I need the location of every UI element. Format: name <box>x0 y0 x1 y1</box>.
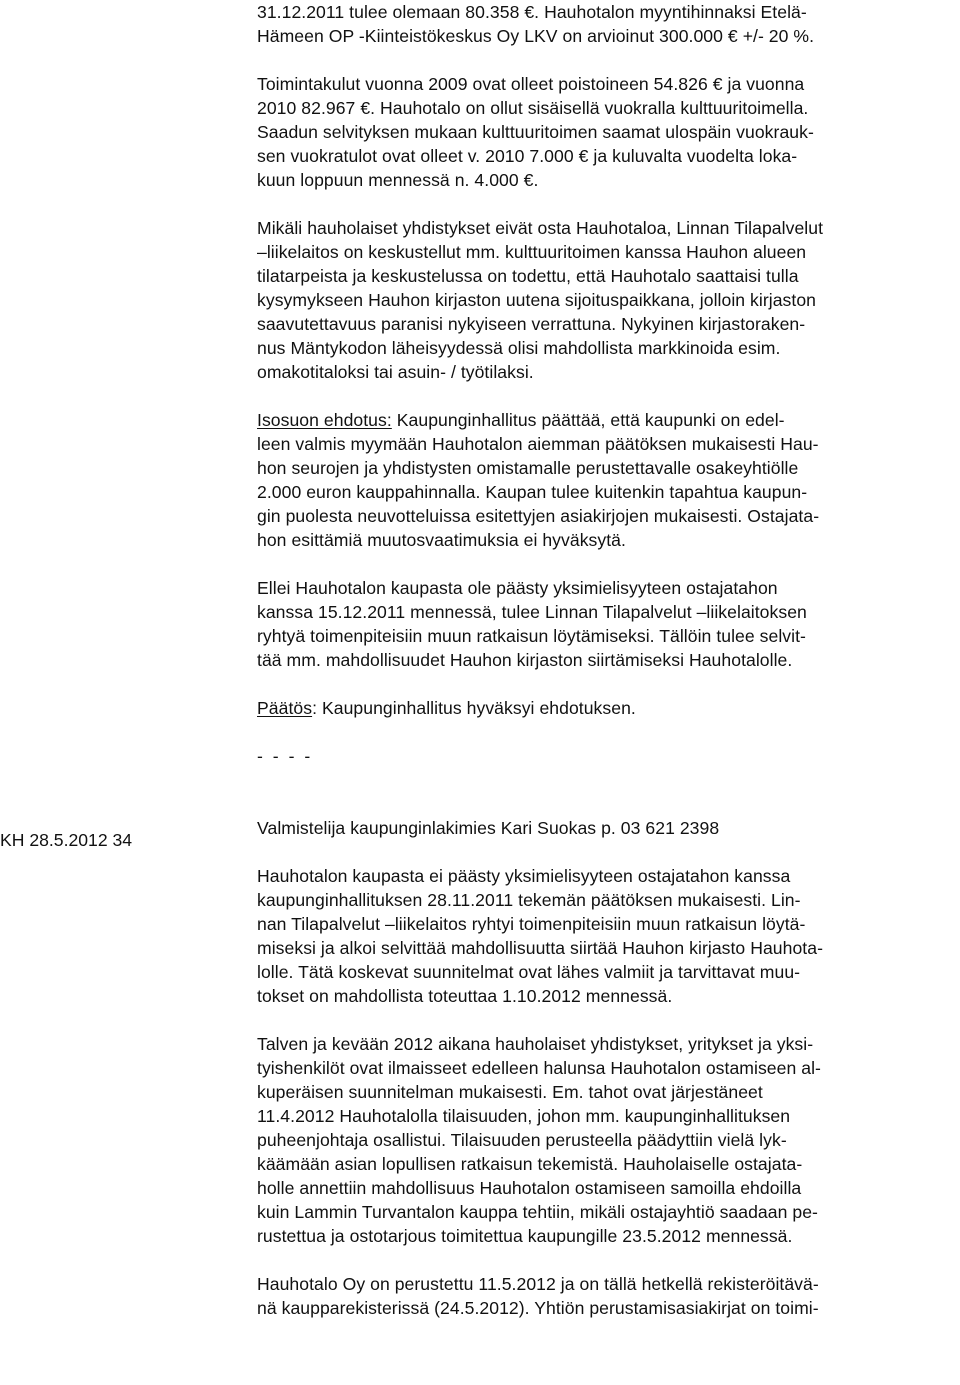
text-line: –liikelaitos on keskustellut mm. kulttuuritoimen kanssa Hauhon alueen <box>257 242 807 262</box>
text-line: saavutettavuus paranisi nykyiseen verrattuna. Nykyinen kirjastoraken- <box>257 314 806 334</box>
text-line: Toimintakulut vuonna 2009 ovat olleet poistoineen 54.826 € ja vuonna <box>257 74 805 94</box>
paragraph-decision <box>257 696 957 720</box>
text-line: tilatarpeista ja keskustelussa on todettu, että Hauhotalo saattaisi tulla <box>257 266 799 286</box>
text-line: kuun loppuun mennessä n. 4.000 €. <box>257 170 539 190</box>
text-line: kanssa 15.12.2011 mennessä, tulee Linnan Tilapalvelut –liikelaitoksen <box>257 602 807 622</box>
text-line: Talven ja kevään 2012 aikana hauholaiset yhdistykset, yritykset ja yksi- <box>257 1034 814 1054</box>
text-line: leen valmis myymään Hauhotalon aiemman päätöksen mukaisesti Hau- <box>257 434 819 454</box>
paragraph-deadline <box>257 576 957 672</box>
document-body <box>257 0 957 1320</box>
text-line: hon esittämiä muutosvaatimuksia ei hyväksytä. <box>257 530 626 550</box>
text-line: 31.12.2011 tulee olemaan 80.358 €. Hauhotalon myyntihinnaksi Etelä- <box>257 2 807 22</box>
decision-text: : Kaupunginhallitus hyväksyi ehdotuksen. <box>312 698 636 718</box>
proposal-label: Isosuon ehdotus: <box>257 410 392 430</box>
text-line: 2010 82.967 €. Hauhotalo on ollut sisäisellä vuokralla kulttuuritoimella. <box>257 98 809 118</box>
paragraph-gap <box>257 672 957 696</box>
text-line: tokset on mahdollista toteuttaa 1.10.2012 mennessä. <box>257 986 673 1006</box>
text-line: sen vuokratulot ovat olleet v. 2010 7.000 € ja kuluvalta vuodelta loka- <box>257 146 798 166</box>
text-line: Hämeen OP -Kiinteistökeskus Oy LKV on arvioinut 300.000 € +/- 20 %. <box>257 26 815 46</box>
paragraph-gap <box>257 720 957 744</box>
text-line: 11.4.2012 Hauhotalolla tilaisuuden, johon mm. kaupunginhallituksen <box>257 1106 791 1126</box>
text-line: gin puolesta neuvotteluissa esitettyjen asiakirjojen mukaisesti. Ostajata- <box>257 506 820 526</box>
text-line: nus Mäntykodon läheisyydessä olisi mahdollista markkinoida esim. <box>257 338 781 358</box>
text-line <box>257 408 957 432</box>
proposal-first-line: Kaupunginhallitus päättää, että kaupunki on edel- <box>391 410 785 430</box>
preparer-line: Valmistelija kaupunginlakimies Kari Suokas p. 03 621 2398 <box>257 818 720 838</box>
paragraph-proposal <box>257 408 957 552</box>
text-line: rustettua ja ostotarjous toimitettua kaupungille 23.5.2012 mennessä. <box>257 1226 793 1246</box>
text-line: miseksi ja alkoi selvittää mahdollisuutta siirtää Hauhon kirjasto Hauhota- <box>257 938 823 958</box>
text-line: Hauhotalo Oy on perustettu 11.5.2012 ja on tällä hetkellä rekisteröitävä- <box>257 1274 819 1294</box>
paragraph-gap <box>257 840 957 864</box>
section-separator <box>257 744 957 768</box>
text-line: kuin Lammin Turvantalon kauppa tehtiin, mikäli ostajayhtiö saadaan pe- <box>257 1202 818 1222</box>
paragraph-winter-spring <box>257 1032 957 1248</box>
separator-dashes: - - - - <box>257 746 311 766</box>
paragraph-operating-costs <box>257 72 957 192</box>
decision-label: Päätös <box>257 698 313 718</box>
text-line: omakotitaloksi tai asuin- / työtilaksi. <box>257 362 534 382</box>
paragraph-gap <box>257 384 957 408</box>
paragraph-gap <box>257 1248 957 1272</box>
text-line: kaupunginhallituksen 28.11.2011 tekemän päätöksen mukaisesti. Lin- <box>257 890 801 910</box>
text-line <box>257 696 957 720</box>
text-line: hon seurojen ja yhdistysten omistamalle perustettavalle osakeyhtiölle <box>257 458 799 478</box>
paragraph-company-founded <box>257 1272 957 1320</box>
text-line: Ellei Hauhotalon kaupasta ole päästy yksimielisyyteen ostajatahon <box>257 578 778 598</box>
text-line: Saadun selvityksen mukaan kulttuuritoimen saamat ulospäin vuokrauk- <box>257 122 814 142</box>
paragraph-gap <box>257 192 957 216</box>
text-line: holle annettiin mahdollisuus Hauhotalon ostamiseen samoilla ehdoilla <box>257 1178 802 1198</box>
text-line: nan Tilapalvelut –liikelaitos ryhtyi toimenpiteisiin muun ratkaisun löytä- <box>257 914 806 934</box>
paragraph-valuation <box>257 0 957 48</box>
text-line: kuperäisen suunnitelman mukaisesti. Em. tahot ovat järjestäneet <box>257 1082 763 1102</box>
paragraph-library-option <box>257 216 957 384</box>
text-line: Mikäli hauholaiset yhdistykset eivät osta Hauhotaloa, Linnan Tilapalvelut <box>257 218 824 238</box>
meeting-reference: KH 28.5.2012 34 <box>0 830 133 850</box>
text-line: tää mm. mahdollisuudet Hauhon kirjaston siirtämiseksi Hauhotalolle. <box>257 650 793 670</box>
paragraph-gap <box>257 768 957 792</box>
paragraph-gap <box>257 552 957 576</box>
text-line: käämään asian lopullisen ratkaisun tekemistä. Hauholaiselle ostajata- <box>257 1154 803 1174</box>
text-line: 2.000 euron kauppahinnalla. Kaupan tulee kuitenkin tapahtua kaupun- <box>257 482 808 502</box>
text-line: ryhtyä toimenpiteisiin muun ratkaisun löytämiseksi. Tällöin tulee selvit- <box>257 626 806 646</box>
text-line: tyishenkilöt ovat ilmaisseet edelleen halunsa Hauhotalon ostamiseen al- <box>257 1058 821 1078</box>
text-line: lolle. Tätä koskevat suunnitelmat ovat lähes valmiit ja tarvittavat muu- <box>257 962 801 982</box>
paragraph-gap <box>257 1008 957 1032</box>
paragraph-gap <box>257 48 957 72</box>
text-line: kysymykseen Hauhon kirjaston uutena sijoituspaikkana, jolloin kirjaston <box>257 290 817 310</box>
text-line: Hauhotalon kaupasta ei päästy yksimielisyyteen ostajatahon kanssa <box>257 866 791 886</box>
paragraph-no-agreement <box>257 864 957 1008</box>
paragraph-gap <box>257 792 957 816</box>
text-line: puheenjohtaja osallistui. Tilaisuuden perusteella päädyttiin vielä lyk- <box>257 1130 787 1150</box>
text-line: nä kaupparekisterissä (24.5.2012). Yhtiön perustamisasiakirjat on toimi- <box>257 1298 819 1318</box>
paragraph-preparer <box>257 816 957 840</box>
